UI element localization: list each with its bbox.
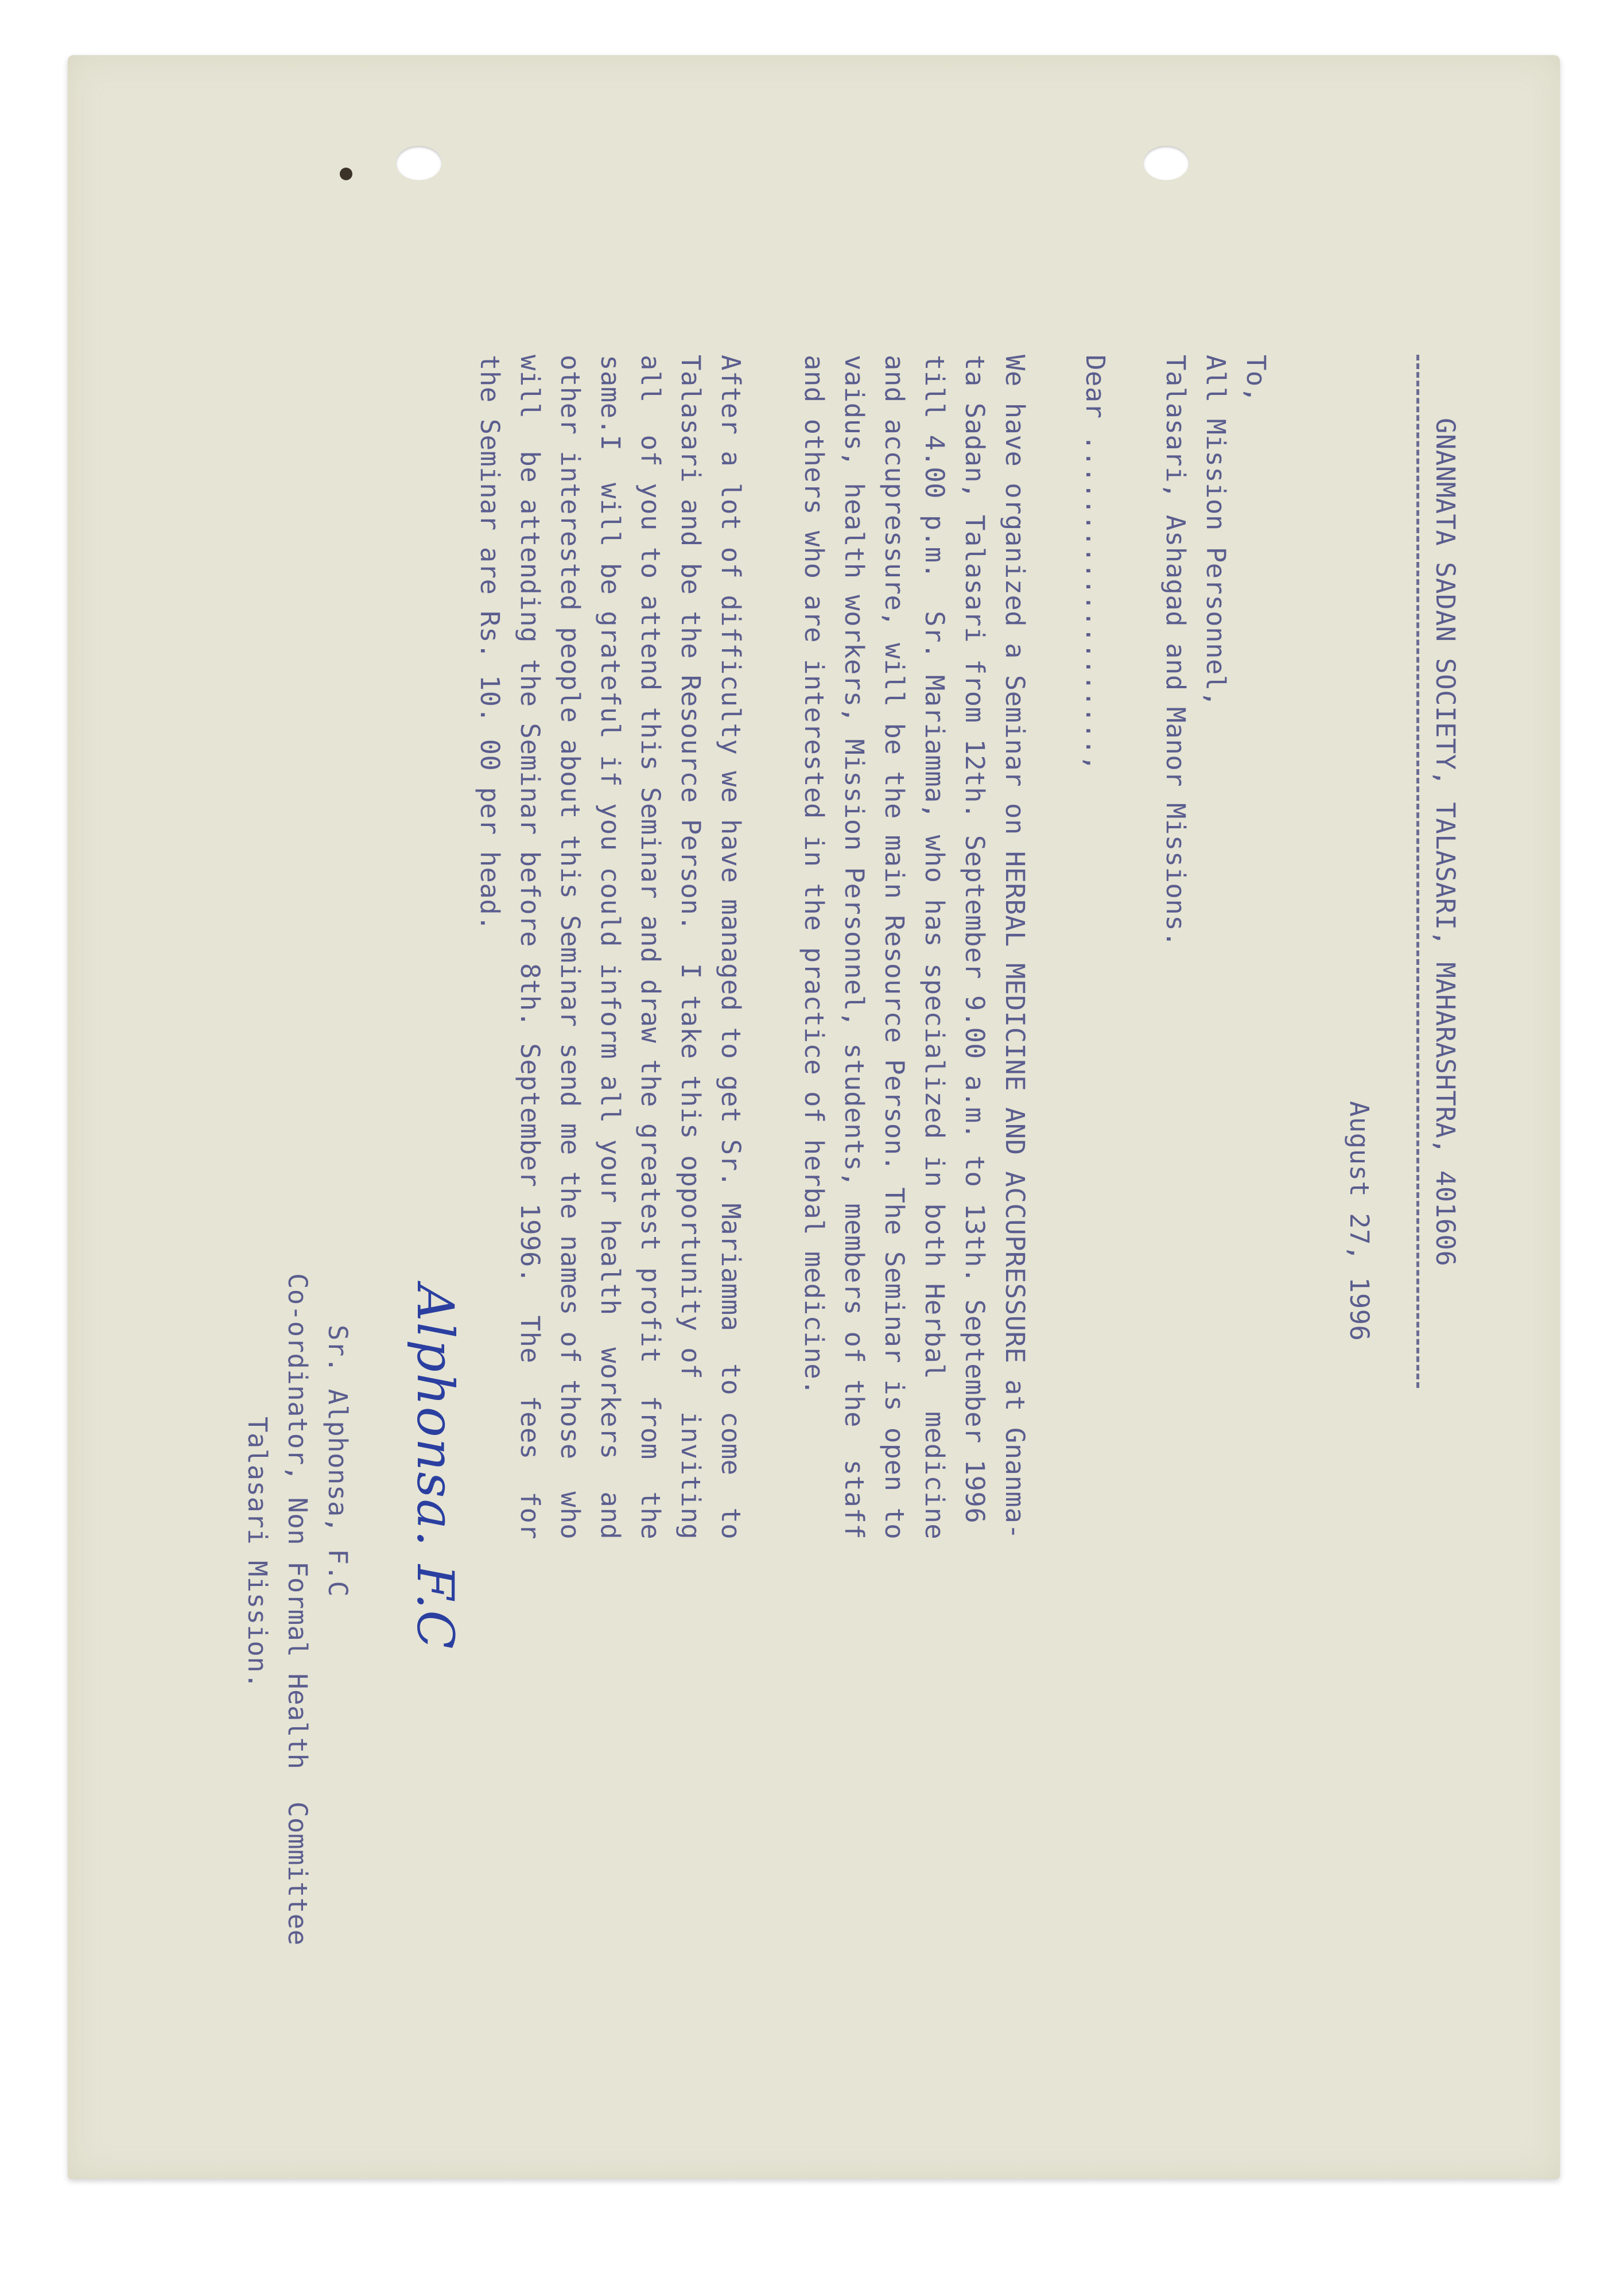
paragraph-2-line: After a lot of difficulty we have managed to get Sr. Mariamma to come to bbox=[716, 355, 746, 1540]
letter-body bbox=[203, 355, 1465, 2065]
paragraph-2-line: the Seminar are Rs. 10. 00 per head. bbox=[475, 355, 505, 932]
paragraph-2-line: will be attending the Seminar before 8th. September 1996. The fees for bbox=[515, 355, 545, 1540]
ink-spot bbox=[340, 168, 352, 180]
paragraph-2-line: Talasari and be the Resource Person. I take this opportunity of inviting bbox=[675, 355, 706, 1540]
recipient-line-1: All Mission Personnel, bbox=[1201, 355, 1231, 707]
letterhead-title: GNANMATA SADAN SOCIETY, TALASARI, MAHARASHTRA, 401606 bbox=[1430, 418, 1461, 1267]
signatory-name: Sr. Alphonsa, F.C bbox=[323, 1325, 353, 1597]
paragraph-1-line: and others who are interested in the practice of herbal medicine. bbox=[799, 355, 829, 1396]
paragraph-2-line: all of you to attend this Seminar and draw the greatest profit from the bbox=[635, 355, 666, 1540]
paragraph-1-line: and accupressure, will be the main Resource Person. The Seminar is open to bbox=[879, 355, 910, 1540]
paragraph-1-line: till 4.00 p.m. Sr. Mariamma, who has specialized in both Herbal medicine bbox=[919, 355, 950, 1540]
recipient-to: To, bbox=[1241, 355, 1271, 403]
letterhead-rule bbox=[1416, 355, 1419, 1388]
letter-date: August 27, 1996 bbox=[1344, 1101, 1374, 1341]
paragraph-2-line: other interested people about this Seminar send me the names of those who bbox=[555, 355, 585, 1540]
paragraph-1-line: vaidus, health workers, Mission Personnel, students, members of the staff bbox=[839, 355, 869, 1540]
paragraph-1-line: We have organized a Seminar on HERBAL MEDICINE AND ACCUPRESSURE at Gnanma- bbox=[1000, 355, 1030, 1540]
paragraph-1-line: ta Sadan, Talasari from 12th. September 9.00 a.m. to 13th. September 1996 bbox=[960, 355, 990, 1524]
signatory-mission: Talasari Mission. bbox=[242, 1417, 273, 1689]
punch-hole bbox=[1143, 146, 1189, 180]
punch-hole bbox=[396, 146, 442, 180]
handwritten-signature: Alphonsa. F.C bbox=[406, 1285, 465, 1650]
salutation: Dear ...................., bbox=[1080, 355, 1111, 771]
paragraph-2-line: same.I will be grateful if you could inform all your health workers and bbox=[595, 355, 626, 1540]
recipient-line-2: Talasari, Ashagad and Manor Missions. bbox=[1160, 355, 1191, 948]
signatory-title: Co-ordinator, Non Formal Health Committee bbox=[282, 1273, 313, 1946]
